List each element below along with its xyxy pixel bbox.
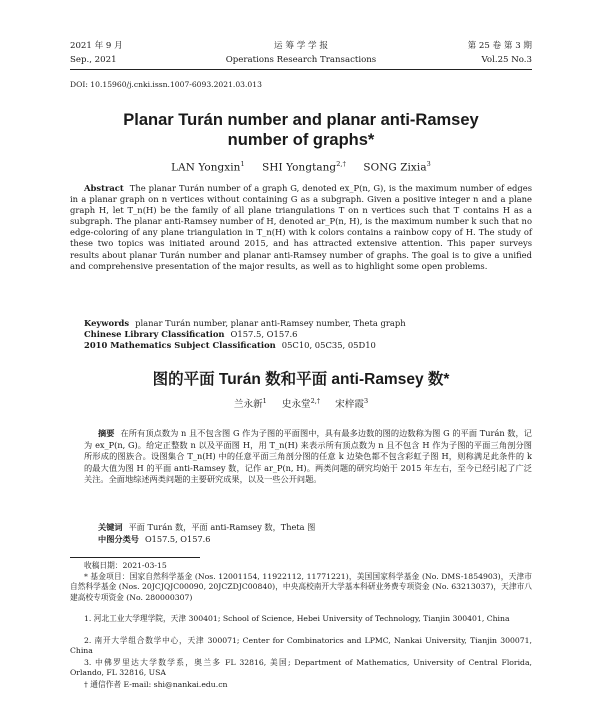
author-name: SHI Yongtang [262, 161, 337, 174]
cn-keywords-label: 关键词 [98, 522, 123, 532]
cn-clc [98, 534, 210, 545]
clc-label: Chinese Library Classification [84, 329, 225, 339]
cn-clc-text: O157.5, O157.6 [144, 534, 211, 544]
title-line-2: number of graphs* [227, 131, 375, 149]
cn-keywords-text: 平面 Turán 数，平面 anti-Ramsey 数，Theta 图 [128, 522, 316, 532]
keywords-text: planar Turán number, planar anti-Ramsey number, Theta graph [135, 318, 406, 328]
footnote-received: 收稿日期：2021-03-15 [84, 561, 167, 570]
header-volume-cn: 第 25 卷 第 3 期 [467, 41, 532, 51]
header-journal-en: Operations Research Transactions [225, 55, 377, 65]
keywords [84, 318, 406, 329]
clc [84, 329, 298, 340]
cn-author-mark: 2,† [310, 396, 321, 405]
footnote-affiliation-2: 2. 南开大学组合数学中心，天津 300071; Center for Combinatorics and LPMC, Nankai University, Tianjin 300071, China [70, 636, 532, 656]
footnote-affiliation-3: 3. 中佛罗里达大学数学系，奥兰多 FL 32816, 美国; Department of Mathematics, University of Central Florida, Orlando, FL 32816, USA [70, 658, 532, 678]
cn-title: 图的平面 Turán 数和平面 anti-Ramsey 数* [152, 371, 450, 388]
footnote-rule [70, 557, 200, 558]
cn-keywords [98, 522, 315, 533]
msc-text: 05C10, 05C35, 05D10 [281, 340, 376, 350]
cn-author-list [70, 396, 532, 410]
cn-author-name: 宋梓霞 [335, 399, 364, 410]
abstract-label: Abstract [84, 183, 124, 193]
keywords-label: Keywords [84, 318, 130, 328]
cn-author-name: 史永堂 [281, 399, 311, 410]
author-name: LAN Yongxin [171, 161, 241, 174]
msc-label: 2010 Mathematics Subject Classification [84, 340, 276, 350]
footnote-funding: * 基金项目：国家自然科学基金 (Nos. 12001154, 11922112, 11771221)，美国国家科学基金 (No. DMS-1854903)，天津市自然科学基金 (Nos. 20JCJQJC00090, 20JCZDJC00840)，中央高校南开大学基本科研业务费专项资金 (No. 63213037)，天津市八建高校专项资金 (No. 280000307) [70, 572, 532, 602]
msc [84, 340, 376, 351]
clc-text: O157.5, O157.6 [230, 329, 298, 339]
footnote-affiliation-1: 1. 河北工业大学理学院，天津 300401; School of Science, Hebei University of Technology, Tianjin 300401, China [84, 614, 510, 623]
cn-abstract-label: 摘要 [98, 428, 115, 438]
author-mark: 1 [240, 160, 245, 168]
abstract [70, 183, 532, 272]
header-rule [70, 69, 532, 70]
author-mark: 3 [426, 160, 431, 168]
title-line-1: Planar Turán number and planar anti-Ramsey [123, 111, 479, 129]
header-volume-en: Vol.25 No.3 [481, 55, 532, 65]
header-journal-cn: 运 筹 学 学 报 [274, 41, 328, 51]
author-list [70, 160, 532, 173]
cn-author-name: 兰永新 [233, 399, 263, 410]
cn-author-mark: 3 [363, 396, 369, 405]
cn-author-mark: 1 [262, 396, 267, 405]
header-year-month-cn: 2021 年 9 月 [70, 41, 123, 51]
author-mark: 2,† [336, 160, 346, 168]
cn-clc-label: 中图分类号 [98, 534, 139, 544]
cn-abstract [84, 428, 532, 486]
paper-title [70, 110, 532, 150]
author-name: SONG Zixia [363, 161, 427, 174]
footnote-corresponding: † 通信作者 E-mail: shi@nankai.edu.cn [84, 680, 228, 689]
abstract-text: The planar Turán number of a graph G, denoted ex_P(n, G), is the maximum number of edges in a planar graph on n vertices without containing G as a subgraph. Given a positive integer n and a plane graph H, let T_n(H) be the family of all plane triangulations T on n vertices such that T contains H as a subgraph. The planar anti-Ramsey number of H, denoted ar_P(n, H), is the maximum number k such that no edge-coloring of any plane triangulation in T_n(H) with k colors contains a rainbow copy of H. The study of these two topics was initiated around 2015, and has attracted extensive attention. This paper surveys results about planar Turán number and planar anti-Ramsey number of graphs. The goal is to give a unified and comprehensive presentation of the major results, as well as to highlight some open problems. [70, 183, 532, 271]
header-date-en: Sep., 2021 [70, 55, 117, 65]
cn-abstract-text: 在所有顶点数为 n 且不包含图 G 作为子图的平面图中，具有最多边数的图的边数称为图 G 的平面 Turán 数，记为 ex_P(n, G)。给定正整数 n 以及平面图 H，用 T_n(H) 来表示所有顶点数为 n 且不包含 H 作为子图的平面三角剖分图所形成的图族合。设图集合 T_n(H) 中的任意平面三角剖分图的任意 k 边染色都不包含彩虹子图 H，则称满足此条件的 k 的最大值为图 H 的平面 anti-Ramsey 数，记作 ar_P(n, H)。两类问题的研究均始于 2015 年左右，至今已经引起了广泛关注。全面地综述两类问题的主要研究成果，以及一些公开问题。 [84, 428, 532, 485]
paper-page [70, 0, 532, 709]
doi[interactable]: DOI: 10.15960/j.cnki.issn.1007-6093.2021.03.013 [70, 80, 262, 89]
